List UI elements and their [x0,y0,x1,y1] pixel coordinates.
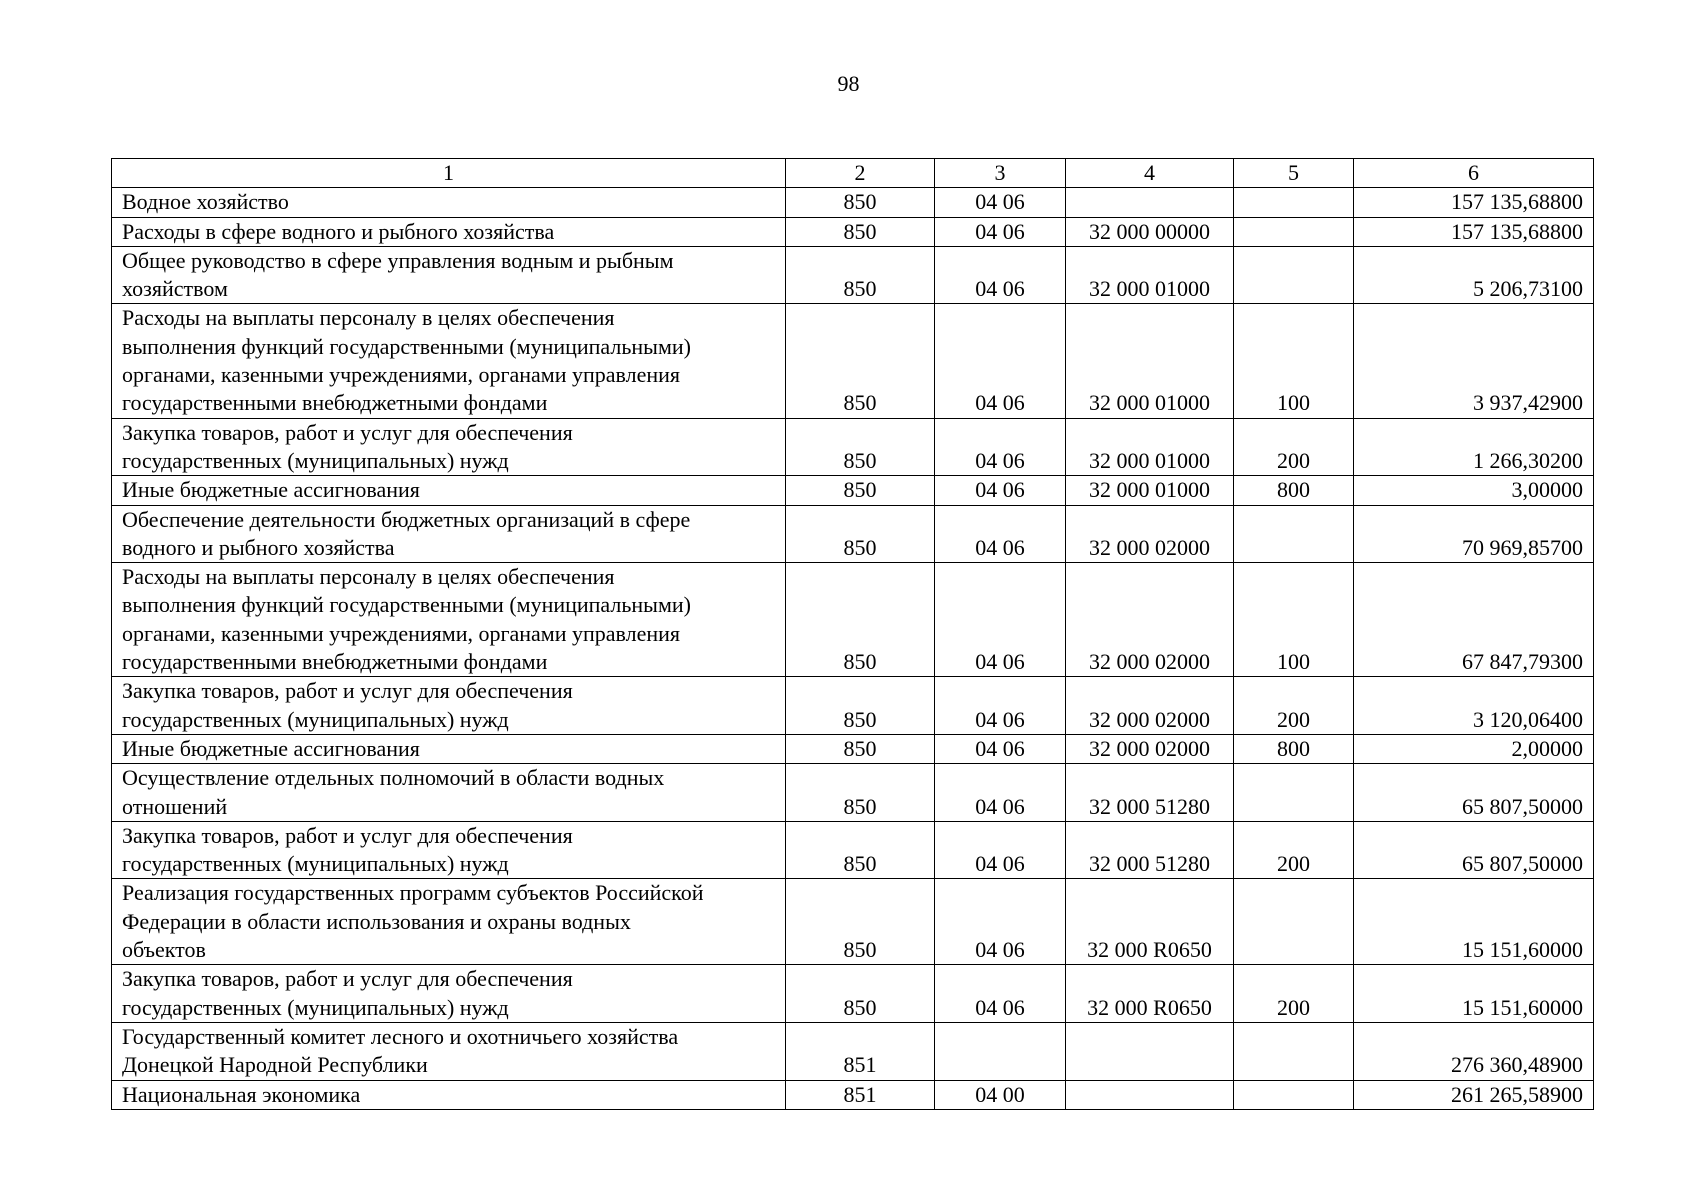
header-col-6: 6 [1354,159,1594,188]
row-section-code: 04 06 [935,505,1066,563]
row-name-cell [112,304,786,418]
row-name-line: водного и рыбного хозяйства [122,534,395,560]
row-expense-type: 100 [1234,304,1354,418]
row-name-cell [112,476,786,505]
row-name-cell [112,505,786,563]
row-amount: 65 807,50000 [1354,764,1594,822]
table-row [112,965,1594,1023]
row-amount: 3,00000 [1354,476,1594,505]
row-name-cell [112,879,786,965]
row-amount: 2,00000 [1354,734,1594,763]
row-section-code: 04 06 [935,563,1066,677]
row-section-code: 04 06 [935,217,1066,246]
row-amount: 15 151,60000 [1354,879,1594,965]
row-name-cell [112,217,786,246]
row-name-line: Закупка товаров, работ и услуг для обеспечения [122,419,573,445]
row-admin-code: 850 [786,879,935,965]
row-name-line: Расходы на выплаты персоналу в целях обеспечения [122,564,615,590]
row-admin-code: 851 [786,1022,935,1080]
row-name-line: органами, казенными учреждениями, органами управления [122,620,681,646]
row-section-code: 04 06 [935,821,1066,879]
row-name-line: Расходы в сфере водного и рыбного хозяйства [122,218,555,244]
row-name-cell [112,1080,786,1109]
table-row [112,1022,1594,1080]
header-col-3: 3 [935,159,1066,188]
row-admin-code: 850 [786,217,935,246]
row-name-line: государственными внебюджетными фондами [122,649,548,675]
row-name-cell [112,188,786,217]
row-name-cell [112,764,786,822]
row-amount: 67 847,79300 [1354,563,1594,677]
row-target-code: 32 000 02000 [1066,505,1234,563]
row-target-code: 32 000 51280 [1066,821,1234,879]
row-name-line: выполнения функций государственными (муниципальными) [122,333,691,359]
row-amount: 157 135,68800 [1354,217,1594,246]
row-target-code [1066,1080,1234,1109]
row-expense-type [1234,217,1354,246]
table-row [112,821,1594,879]
row-name-line: государственных (муниципальных) нужд [122,851,509,877]
table-row [112,188,1594,217]
row-name-cell [112,563,786,677]
row-admin-code: 850 [786,734,935,763]
row-name-line: государственных (муниципальных) нужд [122,447,509,473]
row-amount: 157 135,68800 [1354,188,1594,217]
row-admin-code: 850 [786,476,935,505]
row-amount: 15 151,60000 [1354,965,1594,1023]
row-name-line: Государственный комитет лесного и охотничьего хозяйства [122,1023,679,1049]
row-target-code [1066,1022,1234,1080]
row-section-code: 04 06 [935,734,1066,763]
table-row [112,304,1594,418]
row-admin-code: 850 [786,505,935,563]
row-admin-code: 850 [786,246,935,304]
row-expense-type: 200 [1234,418,1354,476]
row-name-cell [112,246,786,304]
table-row [112,246,1594,304]
header-col-4: 4 [1066,159,1234,188]
row-name-line: государственных (муниципальных) нужд [122,994,509,1020]
row-target-code: 32 000 51280 [1066,764,1234,822]
header-col-2: 2 [786,159,935,188]
row-expense-type: 800 [1234,734,1354,763]
table-row [112,879,1594,965]
row-name-line: Иные бюджетные ассигнования [122,477,420,503]
page-number: 98 [837,71,860,96]
row-name-line: выполнения функций государственными (муниципальными) [122,592,691,618]
table-row [112,505,1594,563]
header-col-5: 5 [1234,159,1354,188]
row-section-code: 04 06 [935,965,1066,1023]
row-name-line: объектов [122,937,206,963]
table-row [112,734,1594,763]
row-amount: 5 206,73100 [1354,246,1594,304]
row-name-line: Национальная экономика [122,1081,361,1107]
row-target-code: 32 000 R0650 [1066,879,1234,965]
row-expense-type [1234,246,1354,304]
row-section-code: 04 06 [935,677,1066,735]
row-expense-type [1234,505,1354,563]
row-name-line: Закупка товаров, работ и услуг для обеспечения [122,966,573,992]
row-target-code: 32 000 R0650 [1066,965,1234,1023]
row-admin-code: 850 [786,563,935,677]
table-body [112,188,1594,1110]
table-row [112,677,1594,735]
table-row [112,418,1594,476]
row-name-line: Общее руководство в сфере управления водным и рыбным [122,247,674,273]
budget-table [111,158,1594,1110]
row-expense-type: 200 [1234,821,1354,879]
row-target-code [1066,188,1234,217]
row-name-cell [112,1022,786,1080]
row-target-code: 32 000 01000 [1066,246,1234,304]
row-admin-code: 850 [786,764,935,822]
row-name-line: Обеспечение деятельности бюджетных организаций в сфере [122,506,691,532]
row-target-code: 32 000 02000 [1066,734,1234,763]
row-name-cell [112,965,786,1023]
row-admin-code: 850 [786,304,935,418]
table-row [112,476,1594,505]
row-target-code: 32 000 01000 [1066,304,1234,418]
row-section-code: 04 06 [935,764,1066,822]
row-name-line: Федерации в области использования и охраны водных [122,908,631,934]
row-name-line: Иные бюджетные ассигнования [122,735,420,761]
row-expense-type: 100 [1234,563,1354,677]
table-row [112,764,1594,822]
row-section-code [935,1022,1066,1080]
row-name-cell [112,677,786,735]
row-name-line: Водное хозяйство [122,189,289,215]
row-section-code: 04 06 [935,476,1066,505]
row-expense-type [1234,1022,1354,1080]
row-section-code: 04 06 [935,879,1066,965]
row-expense-type: 800 [1234,476,1354,505]
table-row [112,1080,1594,1109]
row-amount: 3 120,06400 [1354,677,1594,735]
row-admin-code: 850 [786,418,935,476]
row-admin-code: 851 [786,1080,935,1109]
row-expense-type [1234,879,1354,965]
row-admin-code: 850 [786,821,935,879]
row-expense-type [1234,188,1354,217]
header-col-1: 1 [112,159,786,188]
row-name-line: Закупка товаров, работ и услуг для обеспечения [122,678,573,704]
row-amount: 65 807,50000 [1354,821,1594,879]
row-amount: 276 360,48900 [1354,1022,1594,1080]
row-name-line: государственных (муниципальных) нужд [122,706,509,732]
row-name-line: Осуществление отдельных полномочий в области водных [122,765,665,791]
header-row [112,159,1594,188]
table-row [112,217,1594,246]
row-target-code: 32 000 01000 [1066,418,1234,476]
row-name-line: государственными внебюджетными фондами [122,390,548,416]
row-expense-type [1234,764,1354,822]
row-name-line: Расходы на выплаты персоналу в целях обеспечения [122,305,615,331]
row-expense-type: 200 [1234,677,1354,735]
row-section-code: 04 06 [935,188,1066,217]
row-name-line: органами, казенными учреждениями, органами управления [122,362,681,388]
row-section-code: 04 06 [935,304,1066,418]
row-target-code: 32 000 02000 [1066,677,1234,735]
row-target-code: 32 000 01000 [1066,476,1234,505]
row-name-line: Донецкой Народной Республики [122,1052,428,1078]
row-section-code: 04 06 [935,246,1066,304]
row-admin-code: 850 [786,188,935,217]
row-amount: 70 969,85700 [1354,505,1594,563]
row-expense-type [1234,1080,1354,1109]
row-amount: 3 937,42900 [1354,304,1594,418]
row-name-cell [112,418,786,476]
row-name-cell [112,821,786,879]
row-admin-code: 850 [786,677,935,735]
row-section-code: 04 06 [935,418,1066,476]
row-name-line: отношений [122,793,228,819]
row-amount: 261 265,58900 [1354,1080,1594,1109]
row-name-cell [112,734,786,763]
row-name-line: Реализация государственных программ субъектов Российской [122,880,704,906]
row-section-code: 04 00 [935,1080,1066,1109]
row-target-code: 32 000 02000 [1066,563,1234,677]
row-name-line: Закупка товаров, работ и услуг для обеспечения [122,822,573,848]
row-name-line: хозяйством [122,276,228,302]
row-admin-code: 850 [786,965,935,1023]
table-row [112,563,1594,677]
row-expense-type: 200 [1234,965,1354,1023]
row-target-code: 32 000 00000 [1066,217,1234,246]
row-amount: 1 266,30200 [1354,418,1594,476]
